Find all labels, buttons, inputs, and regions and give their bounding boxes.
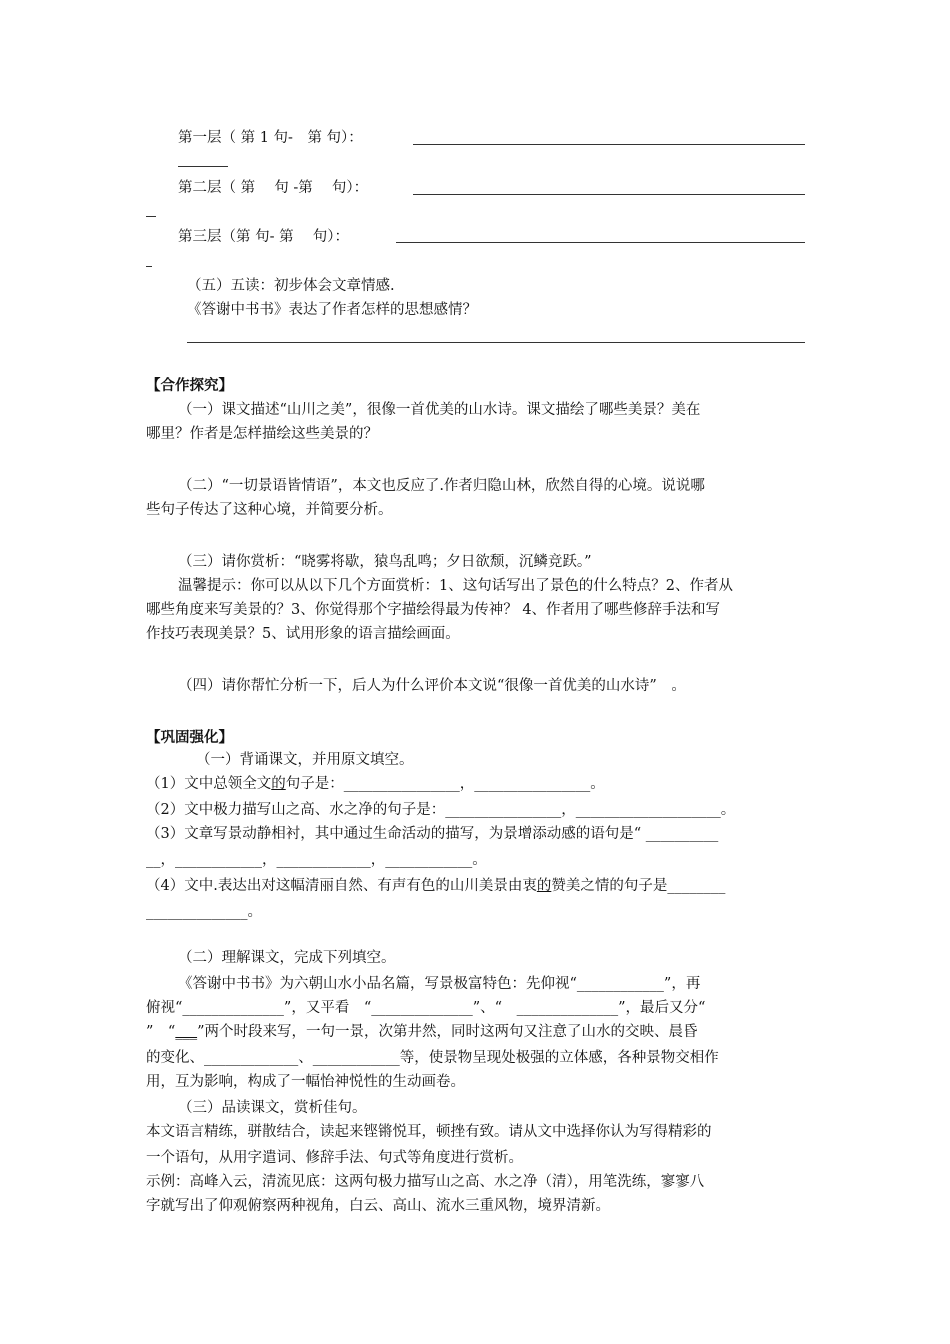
consolidate-item1-text-b: 句子是：________________，________________。 xyxy=(285,776,605,792)
consolidate-p2-line3-text-a: ” “ xyxy=(146,1024,176,1040)
cooperate-q3-hint1: 温馨提示：你可以从以下几个方面赏析：1、这句话写出了景色的什么特点？2、作者从 xyxy=(178,578,733,594)
layer2-answer-line xyxy=(413,194,805,195)
consolidate-p1-heading: （一）背诵课文，并用原文填空。 xyxy=(196,752,414,768)
consolidate-item1-text-a: （1）文中总领全文 xyxy=(146,776,272,792)
layer3-answer-line xyxy=(396,242,805,243)
consolidate-item4 xyxy=(146,876,725,896)
consolidate-p2-heading: （二）理解课文，完成下列填空。 xyxy=(178,950,396,966)
consolidate-p2-line3-blank: ___ xyxy=(175,1024,198,1040)
consolidate-item4-text-a: （4）文中.表达出对这幅清丽自然、有声有色的山川美景由衷 xyxy=(146,878,537,894)
layer1-answer-line xyxy=(413,144,805,145)
cooperate-q1-line2: 哪里？作者是怎样描绘这些美景的？ xyxy=(146,426,378,442)
consolidate-item1-underlined: 的 xyxy=(271,776,286,792)
cooperate-q2-line2: 些句子传达了这种心境，并简要分析。 xyxy=(146,502,393,518)
consolidate-p3-heading: （三）品读课文，赏析佳句。 xyxy=(178,1100,367,1116)
consolidate-item3-line2: __，____________，_____________，____________。 xyxy=(146,852,487,868)
consolidate-p2-line1: 《答谢中书书》为六朝山水小品名篇，写景极富特色：先仰视“____________”，再 xyxy=(178,976,701,992)
consolidate-item2: （2）文中极力描写山之高、水之净的句子是：________________，____________________。 xyxy=(146,802,736,818)
cooperate-q1-line1: （一）课文描述“山川之美”，很像一首优美的山水诗。课文描绘了哪些美景？美在 xyxy=(178,402,701,418)
layer3-answer-line-cont xyxy=(146,266,152,267)
consolidate-p2-line3 xyxy=(146,1022,698,1042)
cooperate-q4-line1: （四）请你帮忙分析一下，后人为什么评价本文说“很像一首优美的山水诗” 。 xyxy=(178,678,686,694)
layer1-answer-line-cont xyxy=(178,166,228,167)
consolidate-item1 xyxy=(146,774,605,794)
layer2-label: 第二层（ 第 句 -第 句）： xyxy=(178,180,369,196)
layer3-label: 第三层（第 句- 第 句）： xyxy=(178,229,349,245)
cooperate-q3-hint3: 作技巧表现美景？5、试用形象的语言描绘画面。 xyxy=(146,626,460,642)
cooperate-q3-hint2: 哪些角度来写美景的？3、你觉得那个字描绘得最为传神？ 4、作者用了哪些修辞手法和写 xyxy=(146,602,721,618)
consolidate-p3-line1: 本文语言精练，骈散结合，读起来铿锵悦耳，顿挫有致。请从文中选择你认为写得精彩的 xyxy=(146,1124,712,1140)
consolidate-p3-example1: 示例：高峰入云，清流见底：这两句极力描写山之高、水之净（清），用笔洗练，寥寥八 xyxy=(146,1174,705,1190)
consolidate-p2-line4: 的变化、_____________、____________等，使景物呈现处极强的立体感，各种景物交相作 xyxy=(146,1050,719,1066)
consolidate-item3-line1: （3）文章写景动静相衬，其中通过生命活动的描写，为景增添动感的语句是“ __________ xyxy=(146,826,719,842)
consolidate-p2-line5: 用，互为影响，构成了一幅怡神悦性的生动画卷。 xyxy=(146,1074,465,1090)
cooperate-heading: 【合作探究】 xyxy=(146,378,233,394)
read5-answer-line xyxy=(187,342,805,343)
consolidate-item4-text-b: 赞美之情的句子是________ xyxy=(551,878,726,894)
consolidate-item4-line2: ______________。 xyxy=(146,904,262,920)
consolidate-heading: 【巩固强化】 xyxy=(146,730,233,746)
read5-question: 《答谢中书书》表达了作者怎样的思想感情？ xyxy=(187,302,477,318)
consolidate-p2-line2: 俯视“______________”，又平看 “______________”、“ ______________”，最后又分“ xyxy=(146,1000,706,1016)
read5-heading: （五）五读：初步体会文章情感. xyxy=(187,278,395,294)
consolidate-item4-underlined: 的 xyxy=(536,878,552,894)
cooperate-q2-line1: （二）“一切景语皆情语”，本文也反应了.作者归隐山林，欣然自得的心境。说说哪 xyxy=(178,478,705,494)
cooperate-q3-line1: （三）请你赏析：“晓雾将歇，猿鸟乱鸣；夕日欲颓，沉鳞竞跃。” xyxy=(178,554,592,570)
consolidate-p3-example2: 字就写出了仰观俯察两种视角，白云、高山、流水三重风物，境界清新。 xyxy=(146,1198,610,1214)
consolidate-p3-line2: 一个语句，从用字遣词、修辞手法、句式等角度进行赏析。 xyxy=(146,1150,523,1166)
consolidate-p2-line3-text-b: ”两个时段来写，一句一景，次第井然，同时这两句又注意了山水的交映、晨昏 xyxy=(197,1024,698,1040)
layer1-label: 第一层（ 第 1 句- 第 句）： xyxy=(178,130,363,146)
layer2-answer-line-cont xyxy=(146,216,156,217)
